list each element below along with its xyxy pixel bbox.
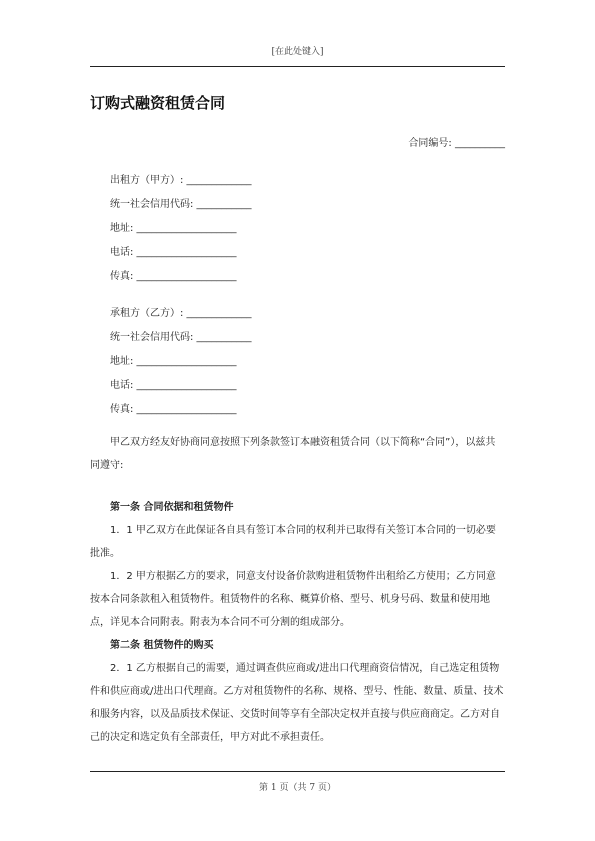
page-footer: 第 1 页（共 7 页）: [259, 783, 336, 793]
page-header: [在此处键入]: [271, 47, 324, 57]
contract-number-field: 合同编号: __________: [408, 138, 505, 149]
lessee-address: 地址: ____________________: [110, 356, 237, 367]
lessee-credit-code: 统一社会信用代码: ___________: [110, 332, 252, 343]
lessor-phone: 电话: ____________________: [110, 247, 237, 258]
lessor-name: 出租方（甲方）: _____________: [110, 175, 252, 186]
article-1-clause-1: 1．1 甲乙双方在此保证各自具有签订本合同的权利并已取得有关签订本合同的一切必要批准。: [90, 525, 496, 559]
lessor-info: [110, 174, 252, 294]
article-1-clause-2: 1．2 甲方根据乙方的要求，同意支付设备价款购进租赁物件出租给乙方使用；乙方同意按本合同条款租入租赁物件。租赁物件的名称、概算价格、型号、机身号码、数量和使用地点，详见本合同附表。附表为本合同不可分割的组成部分。: [90, 571, 496, 628]
article-2-clause-1: 2．1 乙方根据自己的需要，通过调查供应商或/进出口代理商资信情况，自己选定租赁物件和供应商或/进出口代理商。乙方对租赁物件的名称、规格、型号、性能、数量、质量、技术和服务内容，以及品质技术保证、交货时间等享有全部决定权并直接与供应商商定。乙方对自己的决定和选定负有全部责任，甲方对此不承担责任。: [90, 663, 504, 743]
document-title: 订购式融资租赁合同: [90, 94, 226, 112]
lessee-name: 承租方（乙方）: _____________: [110, 308, 252, 319]
footer-divider: [90, 771, 505, 772]
lessee-info: [110, 307, 252, 427]
lessee-fax: 传真: ____________________: [110, 404, 237, 415]
intro-paragraph: 甲乙双方经友好协商同意按照下列条款签订本融资租赁合同（以下简称“合同”），以兹共同遵守:: [90, 437, 496, 471]
header-divider: [90, 66, 505, 67]
article-1-heading: 第一条 合同依据和租赁物件: [110, 502, 234, 513]
article-1-section: [90, 496, 505, 749]
lessee-phone: 电话: ____________________: [110, 380, 237, 391]
lessor-address: 地址: ____________________: [110, 223, 237, 234]
lessor-credit-code: 统一社会信用代码: ___________: [110, 199, 252, 210]
lessor-fax: 传真: ____________________: [110, 271, 237, 282]
article-2-heading: 第二条 租赁物件的购买: [110, 640, 214, 651]
